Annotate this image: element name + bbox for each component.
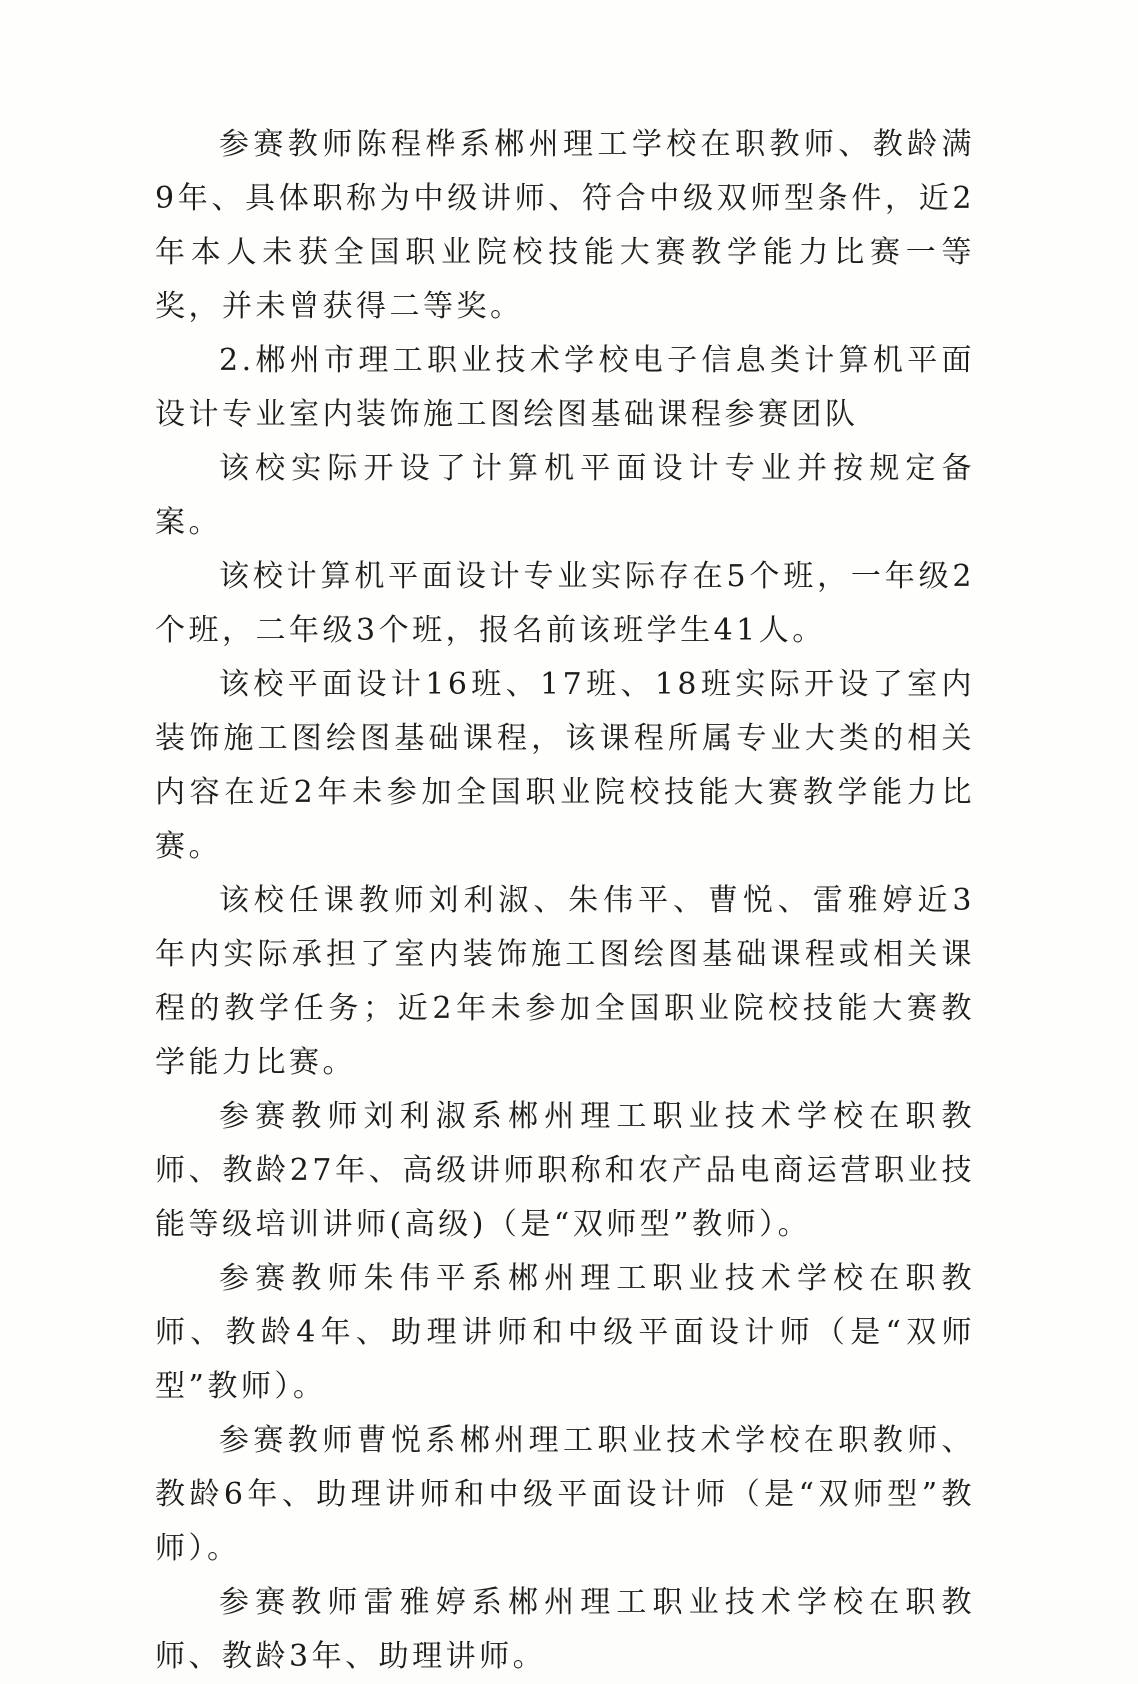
paragraph-teacher-zhu: 参赛教师朱伟平系郴州理工职业技术学校在职教师、教龄4年、助理讲师和中级平面设计师（是“双师型”教师）。 bbox=[155, 1261, 975, 1404]
paragraph-course-offered: 该校平面设计16班、17班、18班实际开设了室内装饰施工图绘图基础课程，该课程所属专业大类的相关内容在近2年未参加全国职业院校技能大赛教学能力比赛。 bbox=[155, 667, 975, 864]
paragraph-teacher-lei: 参赛教师雷雅婷系郴州理工职业技术学校在职教师、教龄3年、助理讲师。 bbox=[155, 1585, 975, 1674]
paragraph-teacher-liu: 参赛教师刘利淑系郴州理工职业技术学校在职教师、教龄27年、高级讲师职称和农产品电商运营职业技能等级培训讲师(高级)（是“双师型”教师）。 bbox=[155, 1099, 975, 1242]
paragraph-team-heading: 2.郴州市理工职业技术学校电子信息类计算机平面设计专业室内装饰施工图绘图基础课程参赛团队 bbox=[155, 343, 975, 432]
paragraph-class-count: 该校计算机平面设计专业实际存在5个班，一年级2个班，二年级3个班，报名前该班学生41人。 bbox=[155, 559, 975, 648]
document-body bbox=[155, 118, 975, 1684]
paragraph-teaching-staff: 该校任课教师刘利淑、朱伟平、曹悦、雷雅婷近3年内实际承担了室内装饰施工图绘图基础课程或相关课程的教学任务；近2年未参加全国职业院校技能大赛教学能力比赛。 bbox=[155, 883, 975, 1080]
paragraph-teacher-chen: 参赛教师陈程桦系郴州理工学校在职教师、教龄满9年、具体职称为中级讲师、符合中级双师型条件，近2年本人未获全国职业院校技能大赛教学能力比赛一等奖，并未曾获得二等奖。 bbox=[155, 127, 975, 324]
paragraph-teacher-cao: 参赛教师曹悦系郴州理工职业技术学校在职教师、教龄6年、助理讲师和中级平面设计师（是“双师型”教师）。 bbox=[155, 1423, 975, 1566]
paragraph-major-registered: 该校实际开设了计算机平面设计专业并按规定备案。 bbox=[155, 451, 975, 540]
